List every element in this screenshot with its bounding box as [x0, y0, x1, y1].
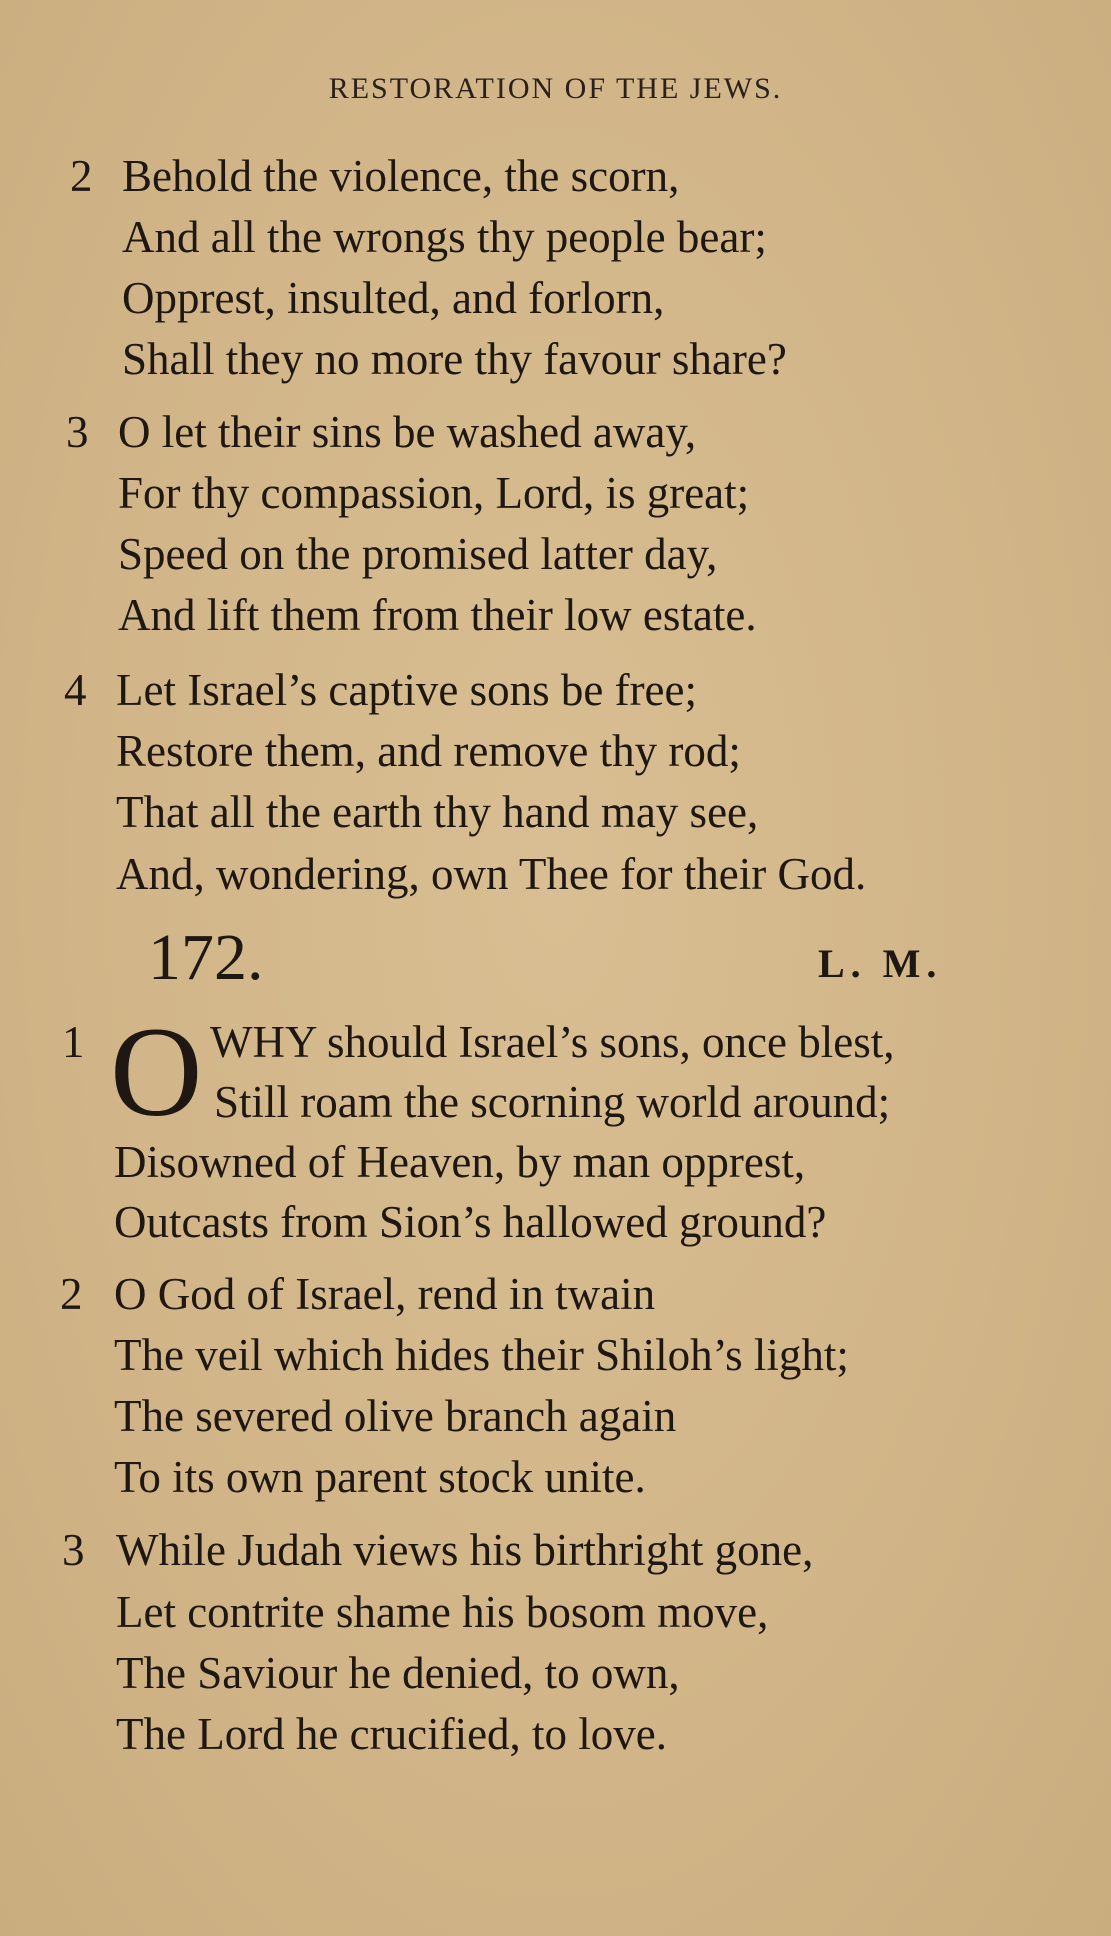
verse-line: And, wondering, own Thee for their God. — [116, 849, 867, 899]
verse-line: Let Israel’s captive sons be free; — [116, 665, 698, 715]
verse-line: Shall they no more thy favour share? — [122, 334, 787, 384]
drop-cap: O — [110, 1001, 203, 1143]
verse-line: Let contrite shame his bosom move, — [116, 1587, 769, 1637]
verse-line: Opprest, insulted, and forlorn, — [122, 273, 665, 323]
verse-line: While Judah views his birthright gone, — [116, 1525, 814, 1575]
verse-line: To its own parent stock unite. — [114, 1452, 646, 1502]
hymn-meter: L. M. — [818, 941, 943, 986]
verse-number: 4 — [64, 665, 87, 715]
verse-line: Outcasts from Sion’s hallowed ground? — [114, 1197, 827, 1247]
verse-line: WHY should Israel’s sons, once blest, — [210, 1017, 895, 1067]
verse-line: The Lord he crucified, to love. — [116, 1709, 668, 1759]
verse-line: And all the wrongs thy people bear; — [122, 212, 767, 262]
verse-line: For thy compassion, Lord, is great; — [118, 468, 750, 518]
verse-line: O let their sins be washed away, — [118, 407, 697, 457]
verse-line: Disowned of Heaven, by man opprest, — [114, 1137, 806, 1187]
verse-line: Behold the violence, the scorn, — [122, 151, 680, 201]
running-header: RESTORATION OF THE JEWS. — [328, 72, 783, 105]
verse-number: 3 — [62, 1525, 85, 1575]
verse-line: The veil which hides their Shiloh’s light; — [114, 1330, 849, 1380]
verse-number: 3 — [66, 407, 89, 457]
verse-line: The Saviour he denied, to own, — [116, 1648, 680, 1698]
verse-line: O God of Israel, rend in twain — [114, 1269, 656, 1319]
verse-line: Still roam the scorning world around; — [214, 1077, 891, 1127]
verse-line: And lift them from their low estate. — [118, 590, 757, 640]
verse-line: That all the earth thy hand may see, — [116, 787, 759, 837]
verse-number: 2 — [60, 1269, 83, 1319]
verse-line: Speed on the promised latter day, — [118, 529, 718, 579]
verse-line: The severed olive branch again — [114, 1391, 677, 1441]
hymn-number: 172. — [148, 921, 264, 994]
verse-number: 1 — [62, 1017, 85, 1067]
verse-number: 2 — [70, 151, 93, 201]
verse-line: Restore them, and remove thy rod; — [116, 726, 741, 776]
